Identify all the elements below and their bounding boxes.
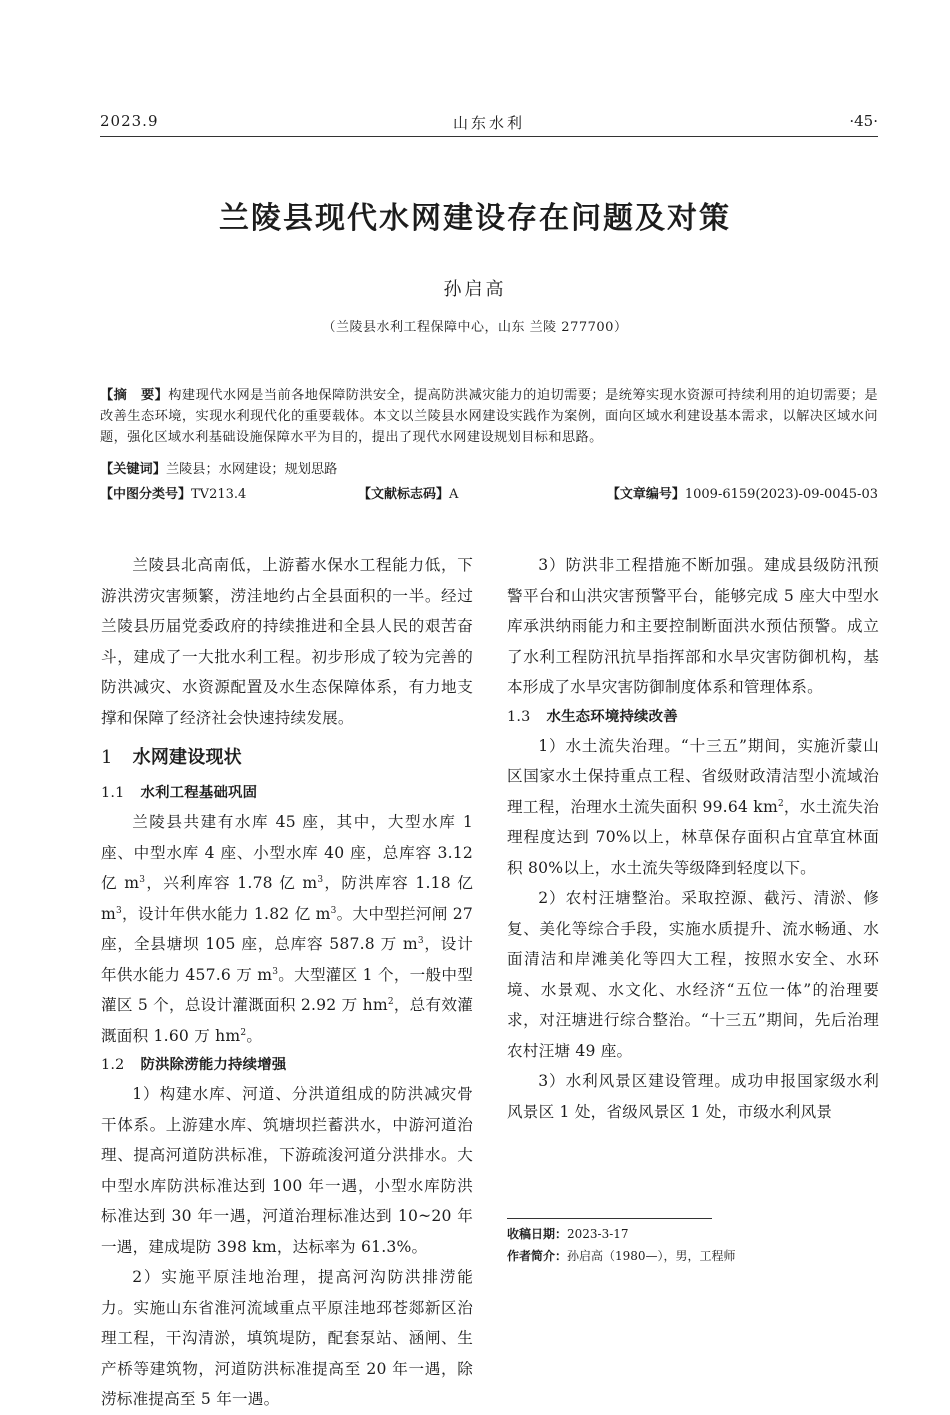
section-1-1-number: 1.1 xyxy=(101,785,125,801)
section-1-2-heading xyxy=(101,1051,473,1079)
received-date-label: 收稿日期： xyxy=(507,1227,568,1241)
running-header xyxy=(100,112,878,137)
document-code-value: A xyxy=(449,487,459,502)
section-1-1-paragraph: 兰陵县共建有水库 45 座，其中，大型水库 1 座、中型水库 4 座、小型水库 40 座，总库容 3.12 亿 $m^3$，兴利库容 1.78 亿 $m^3$，防洪库容 1.18 亿 $m^3$，设计年供水能力 1.82 亿 $m^3$。大中型拦河闸 27 座，全县塘坝 105 座，总库容 587.8 万 $m^3$，设计年供水能力 457.6 万 $m^3$。大型灌区 1 个，一般中型灌区 5 个，总设计灌溉面积 2.92 万 $hm^2$，总有效灌溉面积 1.60 万 $hm^2$。 xyxy=(101,813,473,1045)
article-title: 兰陵县现代水网建设存在问题及对策 xyxy=(219,201,731,236)
author-bio xyxy=(507,1247,736,1265)
page-number: ·45· xyxy=(849,112,878,130)
flood-control-paragraph-3: 3）防洪非工程措施不断加强。建成县级防汛预警平台和山洪灾害预警平台，能够完成 5 座大中型水库承洪纳雨能力和主要控制断面洪水预估预警。成立了水利工程防汛抗旱指挥部和水旱灾害防御机构，基本形成了水旱灾害防御制度体系和管理体系。 xyxy=(507,556,879,696)
eco-paragraph-1: 1）水土流失治理。“十三五”期间，实施沂蒙山区国家水土保持重点工程、省级财政清洁型小流域治理工程，治理水土流失面积 99.64 $km^2$，水土流失治理程度达到 70%以上，林草保存面积占宜草宜林面积 80%以上，水土流失等级降到轻度以下。 xyxy=(507,736,879,877)
keywords-text: 兰陵县；水网建设；规划思路 xyxy=(165,462,338,477)
left-column xyxy=(101,550,473,1415)
clc-value: TV213.4 xyxy=(191,487,247,502)
abstract-text: 构建现代水网是当前各地保障防洪安全，提高防洪减灾能力的迫切需要；是统筹实现水资源可持续利用的迫切需要；是改善生态环境，实现水利现代化的重要载体。本文以兰陵县水网建设实践作为案例，面向区域水利建设基本需求，以解决区域水问题，强化区域水利基础设施保障水平为目的，提出了现代水网建设规划目标和思路。 xyxy=(100,388,879,445)
author-affiliation: （兰陵县水利工程保障中心，山东 兰陵 277700） xyxy=(322,320,628,335)
footnote-rule xyxy=(507,1218,712,1219)
classification-row xyxy=(100,484,878,506)
received-date xyxy=(507,1225,629,1243)
keywords-label: 【关键词】 xyxy=(100,462,166,477)
article-number-value: 1009-6159(2023)-09-0045-03 xyxy=(684,487,878,502)
section-1-3-number: 1.3 xyxy=(507,708,531,725)
right-column xyxy=(507,550,879,1127)
clc-label: 【中图分类号】 xyxy=(100,487,192,502)
article-number xyxy=(607,484,878,505)
document-code-label: 【文献标志码】 xyxy=(358,487,450,502)
author-bio-value: 孙启高（1980—），男，工程师 xyxy=(567,1249,736,1263)
section-1-1-heading xyxy=(101,779,473,807)
issue-date: 2023.9 xyxy=(100,112,159,130)
abstract xyxy=(100,385,878,448)
section-1-heading xyxy=(101,743,473,773)
abstract-label: 【摘 要】 xyxy=(100,388,169,403)
author-name: 孙启高 xyxy=(443,279,507,300)
received-date-value: 2023-3-17 xyxy=(567,1227,629,1241)
journal-name: 山东水利 xyxy=(452,114,525,132)
section-1-title: 水网建设现状 xyxy=(132,747,242,768)
flood-control-paragraph-2: 2）实施平原洼地治理，提高河沟防洪排涝能力。实施山东省淮河流域重点平原洼地邳苍郯新区治理工程，干沟清淤，填筑堤防，配套泵站、涵闸、生产桥等建筑物，河道防洪标准提高至 20 年一遇，除涝标准提高至 5 年一遇。 xyxy=(101,1268,473,1408)
section-1-2-title: 防洪除涝能力持续增强 xyxy=(140,1056,287,1073)
section-1-1-title: 水利工程基础巩固 xyxy=(140,784,258,801)
eco-paragraph-2: 2）农村汪塘整治。采取控源、截污、清淤、修复、美化等综合手段，实施水质提升、流水畅通、水面清洁和岸滩美化等四大工程，按照水安全、水环境、水景观、水文化、水经济“五位一体”的治理要求，对汪塘进行综合整治。“十三五”期间，先后治理农村汪塘 49 座。 xyxy=(507,889,879,1060)
section-1-3-title: 水生态环境持续改善 xyxy=(546,707,678,725)
eco-paragraph-3: 3）水利风景区建设管理。成功申报国家级水利风景区 1 处，省级风景区 1 处，市级水利风景 xyxy=(507,1072,879,1121)
section-1-3-heading xyxy=(507,703,879,731)
article-number-label: 【文章编号】 xyxy=(606,487,685,502)
document-code xyxy=(358,484,458,505)
intro-paragraph: 兰陵县北高南低，上游蓄水保水工程能力低，下游洪涝灾害频繁，涝洼地约占全县面积的一半。经过兰陵县历届党委政府的持续推进和全县人民的艰苦奋斗，建成了一大批水利工程。初步形成了较为完善的防洪减灾、水资源配置及水生态保障体系，有力地支撑和保障了经济社会快速持续发展。 xyxy=(101,556,473,727)
clc-number xyxy=(100,484,246,505)
section-1-2-number: 1.2 xyxy=(101,1057,125,1073)
author-bio-label: 作者简介： xyxy=(507,1249,568,1263)
flood-control-paragraph-1: 1）构建水库、河道、分洪道组成的防洪减灾骨干体系。上游建水库、筑塘坝拦蓄洪水，中游河道治理、提高河道防洪标准，下游疏浚河道分洪排水。大中型水库防洪标准达到 100 年一遇，小型水库防洪标准达到 30 年一遇，河道治理标准达到 10~20 年一遇，建成堤防 398 km，达标率为 61.3%。 xyxy=(101,1085,473,1256)
keywords xyxy=(100,459,878,480)
section-1-number: 1 xyxy=(101,747,113,768)
